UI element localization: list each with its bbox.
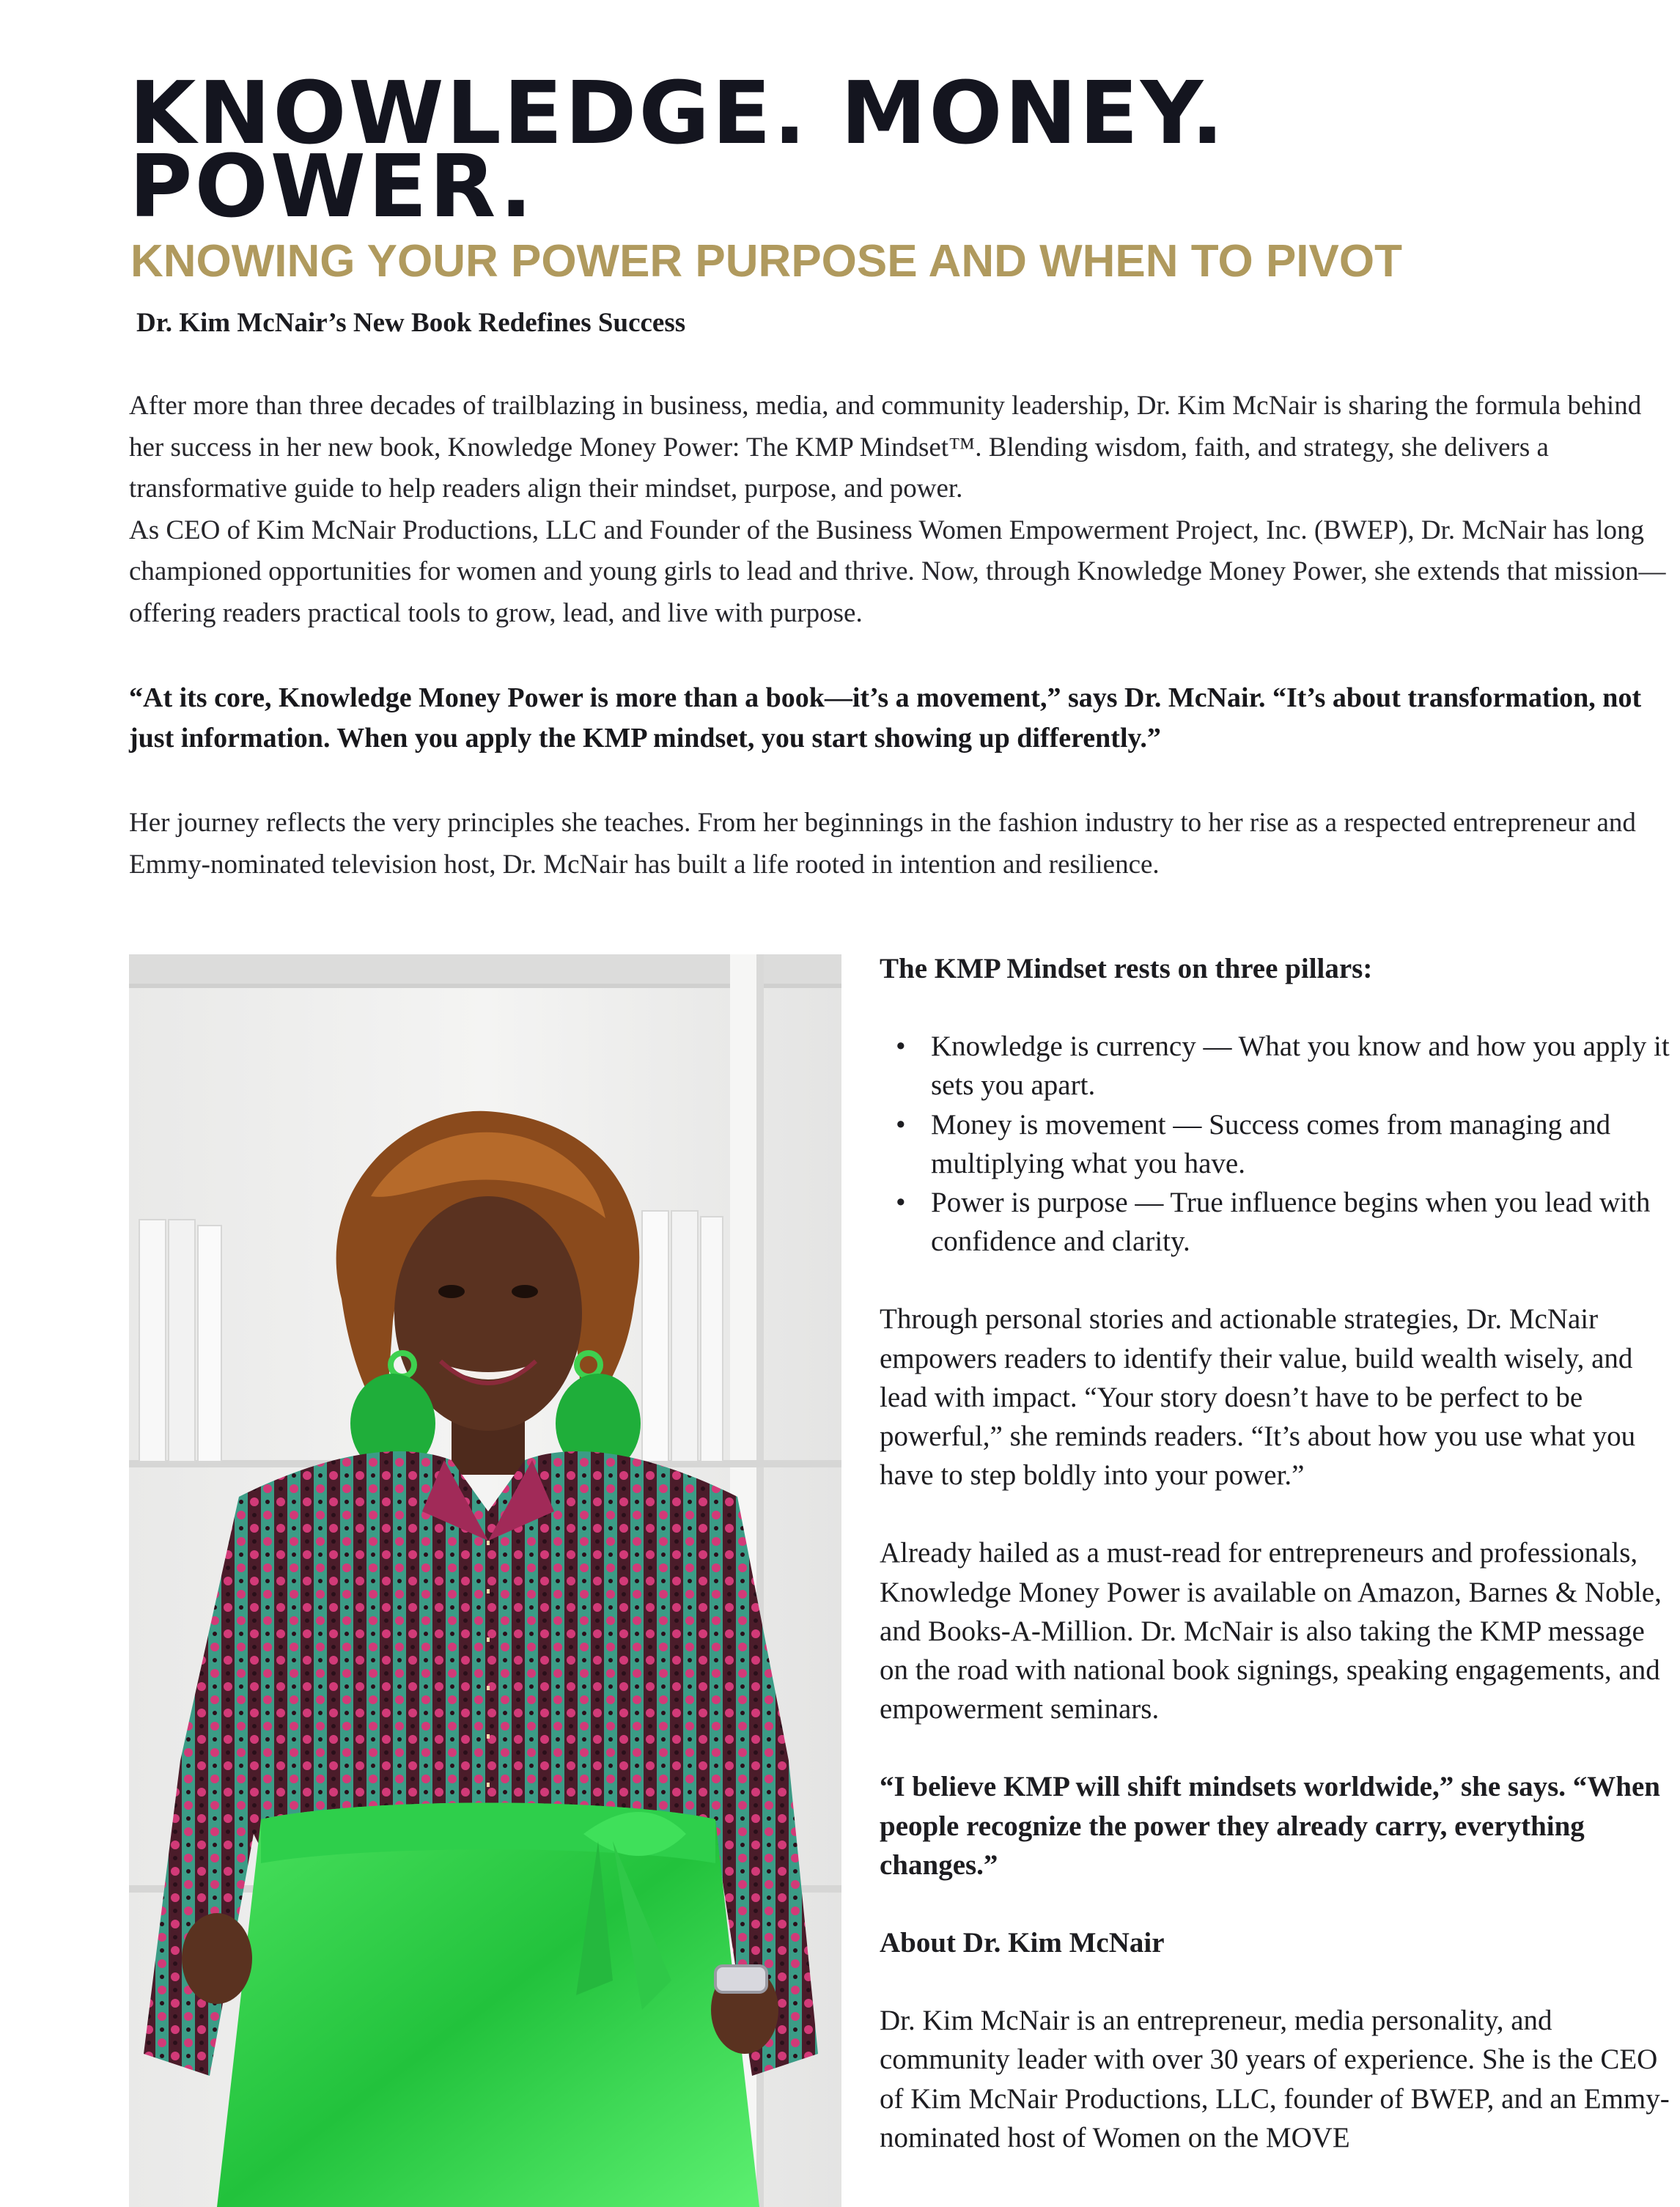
list-item <box>880 1105 1680 1183</box>
bullet-icon: • <box>896 1187 906 1219</box>
stories-paragraph: Through personal stories and actionable strategies, Dr. McNair empowers readers to identify their value, build wealth wisely, and lead with impact. “Your story doesn’t have to be perfect to be powerful,” she reminds readers. “It’s about how you use what you have to step boldly into your power.” <box>880 1303 1636 1492</box>
pillars-list <box>880 1027 1680 1261</box>
pillar-text: Money is movement — Success comes from managing and multiplying what you have. <box>931 1108 1611 1179</box>
pull-quote-1: “At its core, Knowledge Money Power is more than a book—it’s a movement,” says Dr. McNair. “It’s about transformation, not just information. When you apply the KMP mindset, you start showing up differently.” <box>129 682 1642 754</box>
intro-paragraph-2: As CEO of Kim McNair Productions, LLC and Founder of the Business Women Empowerment Project, Inc. (BWEP), Dr. McNair has long championed opportunities for women and young girls to lead and thrive. Now, through Knowledge Money Power, she extends that mission—offering readers practical tools to grow, lead, and live with purpose. <box>129 515 1666 628</box>
pillar-text: Power is purpose — True influence begins when you lead with confidence and clarity. <box>931 1187 1651 1258</box>
headline <box>129 62 1522 237</box>
portrait-photo <box>129 954 841 2207</box>
subheadline: KNOWING YOUR POWER PURPOSE AND WHEN TO PIVOT <box>130 236 1402 287</box>
pillars-heading: The KMP Mindset rests on three pillars: <box>880 953 1373 984</box>
pillar-text: Knowledge is currency — What you know and how you apply it sets you apart. <box>931 1031 1670 1102</box>
about-heading: About Dr. Kim McNair <box>880 1927 1165 1959</box>
intro-paragraph-3: Her journey reflects the very principles she teaches. From her beginnings in the fashion industry to her rise as a respected entrepreneur and Emmy-nominated television host, Dr. McNair has built a life rooted in intention and resilience. <box>129 808 1636 880</box>
intro-paragraph-1: After more than three decades of trailblazing in business, media, and community leadership, Dr. Kim McNair is sharing the formula behind her success in her new book, Knowledge Money Power: The KMP Mindset™. Blending wisdom, faith, and strategy, she delivers a transformative guide to help readers align their mindset, purpose, and power. <box>129 391 1642 504</box>
intro-block <box>129 386 1676 634</box>
pull-quote-2: “I believe KMP will shift mindsets worldwide,” she says. “When people recognize the power they already carry, everything changes.” <box>880 1771 1660 1881</box>
availability-paragraph: Already hailed as a must-read for entrepreneurs and professionals, Knowledge Money Power is available on Amazon, Barnes & Noble, and Books-A-Million. Dr. McNair is also taking the KMP message on the road with national book signings, speaking engagements, and empowerment seminars. <box>880 1537 1662 1725</box>
list-item <box>880 1183 1680 1261</box>
tagline: Dr. Kim McNair’s New Book Redefines Success <box>136 308 686 338</box>
bullet-icon: • <box>896 1108 906 1141</box>
about-paragraph: Dr. Kim McNair is an entrepreneur, media personality, and community leader with over 30 years of experience. She is the CEO of Kim McNair Productions, LLC, founder of BWEP, and an Emmy-nominated host of Women on the MOVE <box>880 2005 1670 2153</box>
bullet-icon: • <box>896 1031 906 1063</box>
headline-line-2: POWER. <box>129 136 535 237</box>
list-item <box>880 1027 1680 1105</box>
headline-line-1: KNOWLEDGE. MONEY. <box>129 62 1226 163</box>
right-column <box>880 949 1680 2157</box>
